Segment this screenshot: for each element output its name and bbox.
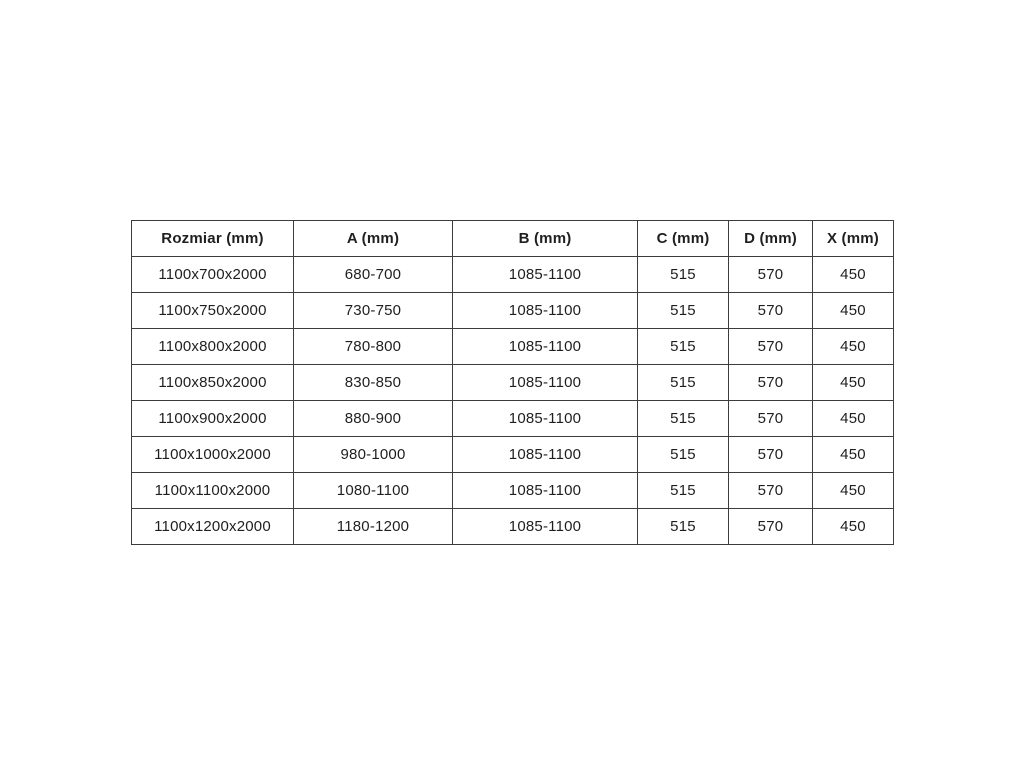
table-cell: 515 [638, 329, 729, 365]
table-cell: 880-900 [294, 401, 453, 437]
table-row [132, 329, 894, 365]
table-row [132, 293, 894, 329]
table-cell: 1100x700x2000 [132, 257, 294, 293]
table-cell: 1085-1100 [453, 329, 638, 365]
table-cell: 450 [813, 257, 894, 293]
table-cell: 1100x1100x2000 [132, 473, 294, 509]
table-cell: 830-850 [294, 365, 453, 401]
table-cell: 1085-1100 [453, 257, 638, 293]
table-cell: 1080-1100 [294, 473, 453, 509]
table-cell: 570 [729, 437, 813, 473]
table-cell: 1180-1200 [294, 509, 453, 545]
table-cell: 980-1000 [294, 437, 453, 473]
table-cell: 1085-1100 [453, 437, 638, 473]
table-cell: 450 [813, 473, 894, 509]
table-cell: 515 [638, 293, 729, 329]
table-cell: 450 [813, 365, 894, 401]
table-cell: 680-700 [294, 257, 453, 293]
table-cell: 780-800 [294, 329, 453, 365]
table-cell: 450 [813, 329, 894, 365]
table-cell: 450 [813, 509, 894, 545]
table-cell: 1085-1100 [453, 293, 638, 329]
table-cell: 570 [729, 401, 813, 437]
table-cell: 570 [729, 473, 813, 509]
table-cell: 450 [813, 293, 894, 329]
table-row [132, 509, 894, 545]
table-cell: 570 [729, 257, 813, 293]
table-cell: 1100x1200x2000 [132, 509, 294, 545]
table-row [132, 365, 894, 401]
table-cell: 570 [729, 293, 813, 329]
table-header [132, 221, 894, 257]
table-row [132, 473, 894, 509]
table-cell: 1085-1100 [453, 473, 638, 509]
table-cell: 1100x900x2000 [132, 401, 294, 437]
table-cell: 730-750 [294, 293, 453, 329]
table-cell: 1100x800x2000 [132, 329, 294, 365]
table-cell: 1085-1100 [453, 365, 638, 401]
table-cell: 570 [729, 329, 813, 365]
spec-table-container [131, 220, 893, 545]
table-cell: 1100x850x2000 [132, 365, 294, 401]
table-cell: 1100x750x2000 [132, 293, 294, 329]
table-cell: 450 [813, 401, 894, 437]
table-cell: 450 [813, 437, 894, 473]
dimensions-table [131, 220, 894, 545]
table-cell: 515 [638, 509, 729, 545]
table-cell: 515 [638, 437, 729, 473]
table-cell: 515 [638, 257, 729, 293]
table-row [132, 257, 894, 293]
table-cell: 515 [638, 365, 729, 401]
header-row [132, 221, 894, 257]
column-header: D (mm) [729, 221, 813, 257]
column-header: C (mm) [638, 221, 729, 257]
table-row [132, 401, 894, 437]
table-cell: 1085-1100 [453, 401, 638, 437]
table-cell: 515 [638, 473, 729, 509]
column-header: A (mm) [294, 221, 453, 257]
column-header: B (mm) [453, 221, 638, 257]
column-header: X (mm) [813, 221, 894, 257]
table-cell: 1100x1000x2000 [132, 437, 294, 473]
table-body [132, 257, 894, 545]
table-cell: 570 [729, 509, 813, 545]
column-header: Rozmiar (mm) [132, 221, 294, 257]
table-cell: 570 [729, 365, 813, 401]
table-row [132, 437, 894, 473]
table-cell: 515 [638, 401, 729, 437]
table-cell: 1085-1100 [453, 509, 638, 545]
